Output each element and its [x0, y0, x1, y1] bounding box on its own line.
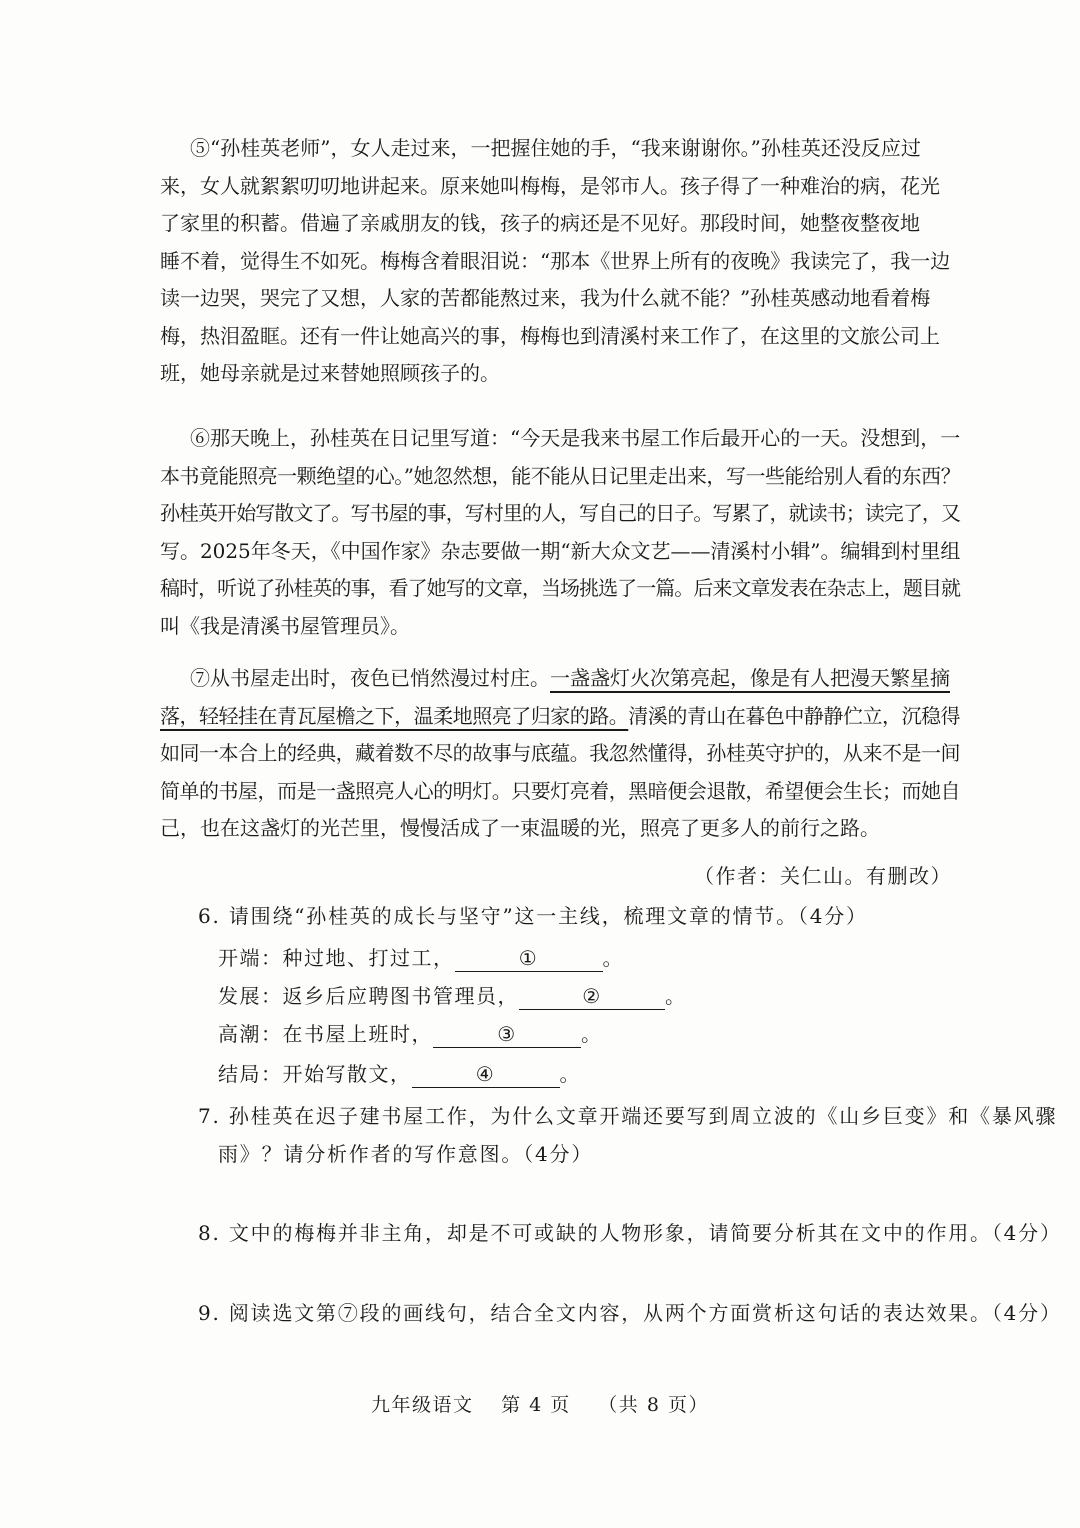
item-suffix: 。	[602, 946, 624, 970]
item-prefix: 开端：种过地、打过工，	[218, 946, 455, 970]
answer-blank-4[interactable]: ④	[412, 1061, 560, 1088]
plain-text: 清溪的青山在暮色中静静伫立，沉稳得	[628, 703, 961, 728]
q6-item-climax	[218, 1018, 603, 1048]
paragraph-line: 了家里的积蓄。借遍了亲戚朋友的钱，孩子的病还是不见好。那段时间，她整夜整夜地	[160, 211, 920, 235]
footer-subject: 九年级语文	[371, 1394, 474, 1416]
q6-item-beginning	[218, 942, 624, 972]
footer-page-number: 第 4 页	[501, 1394, 571, 1416]
item-suffix: 。	[665, 984, 687, 1008]
paragraph-line	[160, 698, 960, 736]
paragraph-line: 来，女人就絮絮叨叨地讲起来。原来她叫梅梅，是邻市人。孩子得了一种难治的病，花光	[160, 173, 940, 198]
paragraph-line	[160, 660, 960, 698]
question-7-line-2: 雨》？请分析作者的写作意图。（4分）	[218, 1142, 594, 1166]
paragraph-line: 读一边哭，哭完了又想，人家的苦都能熬过来，我为什么就不能？”孙桂英感动地看着梅	[160, 286, 931, 310]
paragraph-line: ⑤“孙桂英老师”，女人走过来，一把握住她的手，“我来谢谢你。”孙桂英还没反应过	[190, 136, 921, 160]
answer-blank-3[interactable]: ③	[433, 1021, 581, 1048]
paragraph-line: 梅，热泪盈眶。还有一件让她高兴的事，梅梅也到清溪村来工作了，在这里的文旅公司上	[160, 323, 940, 348]
paragraph-line: 本书竟能照亮一颗绝望的心。”她忽然想，能不能从日记里走出来，写一些能给别人看的东西？	[160, 463, 961, 488]
question-9: 9. 阅读选文第⑦段的画线句，结合全文内容，从两个方面赏析这句话的表达效果。（4分）	[198, 1301, 1062, 1325]
footer-total-pages: （共 8 页）	[598, 1394, 709, 1416]
paragraph-line: ⑥那天晚上，孙桂英在日记里写道：“今天是我来书屋工作后最开心的一天。没想到，一	[190, 426, 961, 450]
question-8: 8. 文中的梅梅并非主角，却是不可或缺的人物形象，请简要分析其在文中的作用。（4分）	[198, 1221, 1062, 1245]
item-suffix: 。	[581, 1022, 603, 1046]
paragraph-5	[160, 130, 960, 393]
item-suffix: 。	[559, 1062, 581, 1086]
paragraph-line: 睡不着，觉得生不如死。梅梅含着眼泪说：“那本《世界上所有的夜晚》我读完了，我一边	[160, 248, 951, 273]
item-prefix: 高潮：在书屋上班时，	[218, 1022, 433, 1046]
q6-item-development	[218, 980, 687, 1010]
paragraph-6	[160, 420, 960, 645]
q6-item-ending	[218, 1058, 581, 1088]
question-7-line-1: 7. 孙桂英在迟子建书屋工作，为什么文章开端还要写到周立波的《山乡巨变》和《暴风骤	[198, 1104, 1058, 1128]
underlined-sentence: 一盏盏灯火次第亮起，像是有人把漫天繁星摘	[550, 666, 950, 690]
paragraph-line: 己，也在这盏灯的光芒里，慢慢活成了一束温暖的光，照亮了更多人的前行之路。	[160, 816, 880, 840]
question-6-stem: 6. 请围绕“孙桂英的成长与坚守”这一主线，梳理文章的情节。（4分）	[198, 904, 868, 928]
plain-text: ⑦从书屋走出时，夜色已悄然漫过村庄。	[190, 666, 550, 690]
paragraph-line: 叫《我是清溪书屋管理员》。	[160, 613, 410, 638]
answer-blank-1[interactable]: ①	[455, 945, 603, 972]
paragraph-line: 班，她母亲就是过来替她照顾孩子的。	[160, 361, 500, 385]
item-prefix: 结局：开始写散文，	[218, 1062, 412, 1086]
paragraph-line: 写。2025年冬天，《中国作家》杂志要做一期“新大众文艺——清溪村小辑”。编辑到村里组	[160, 538, 961, 563]
paragraph-line: 如同一本合上的经典，藏着数不尽的故事与底蕴。我忽然懂得，孙桂英守护的，从来不是一间	[160, 741, 960, 765]
underlined-sentence: 落，轻轻挂在青瓦屋檐之下，温柔地照亮了归家的路。	[160, 703, 629, 728]
paragraph-line: 孙桂英开始写散文了。写书屋的事，写村里的人，写自己的日子。写累了，就读书；读完了，又	[160, 501, 960, 525]
paragraph-7	[160, 660, 960, 848]
paragraph-line: 稿时，听说了孙桂英的事，看了她写的文章，当场挑选了一篇。后来文章发表在杂志上，题目就	[160, 576, 960, 600]
paragraph-line: 简单的书屋，而是一盏照亮人心的明灯。只要灯亮着，黑暗便会退散，希望便会生长；而她自	[160, 778, 960, 803]
item-prefix: 发展：返乡后应聘图书管理员，	[218, 984, 519, 1008]
source-attribution: （作者：关仁山。有删改）	[694, 864, 952, 888]
page-footer	[0, 1390, 1080, 1417]
answer-blank-2[interactable]: ②	[519, 983, 665, 1010]
